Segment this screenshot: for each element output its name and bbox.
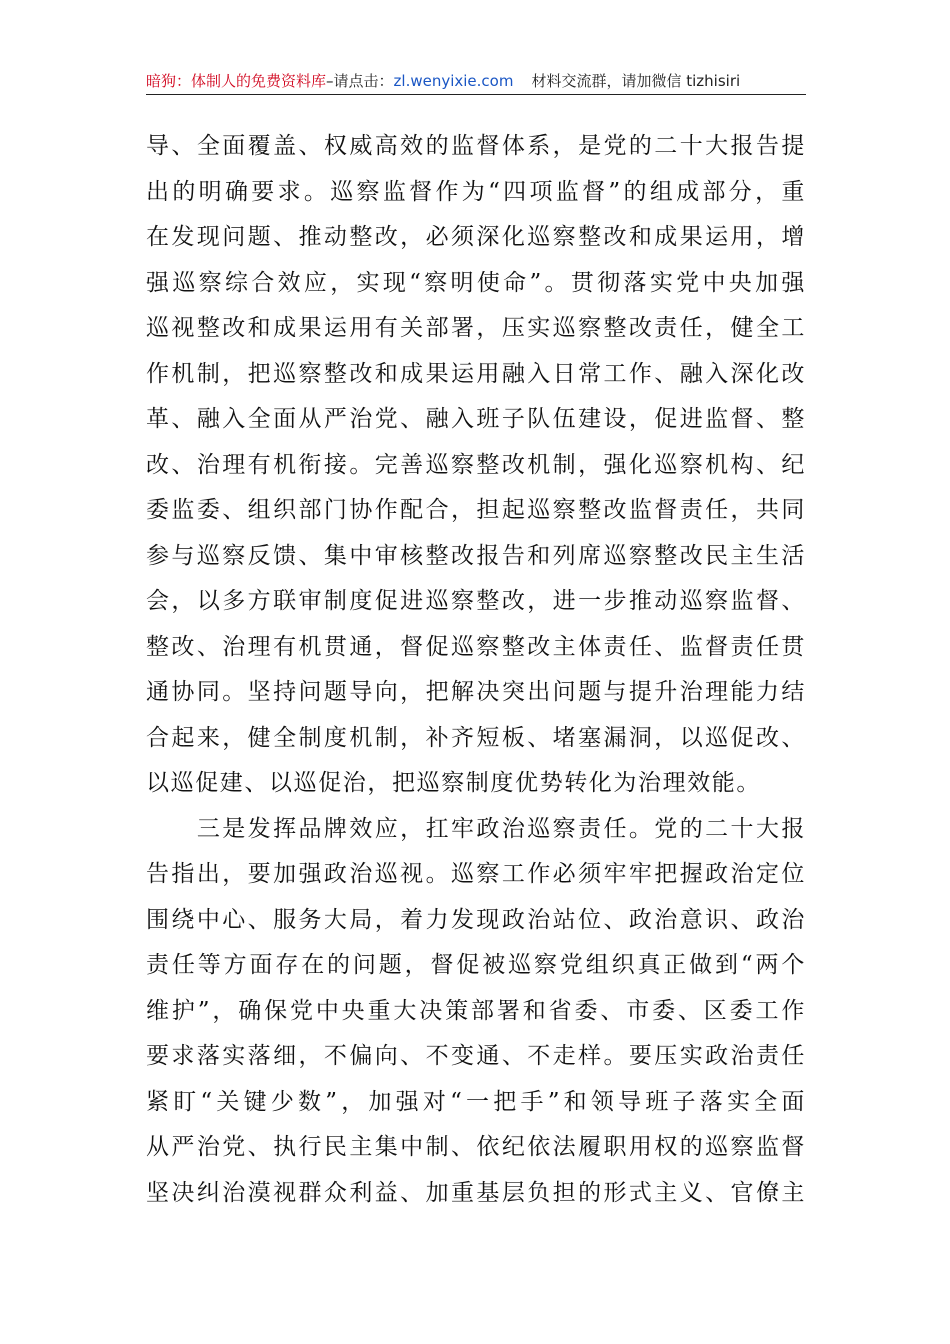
text-line: 整改、治理有机贯通，督促巡察整改主体责任、监督责任贯 — [146, 633, 806, 660]
text-line: 三是发挥品牌效应，扛牢政治巡察责任。党的二十大报 — [146, 815, 806, 842]
text-line: 从严治党、执行民主集中制、依纪依法履职用权的巡察监督 — [146, 1134, 806, 1160]
header-link[interactable]: zl.wenyixie.com — [393, 72, 514, 90]
text-line: 维护”，确保党中央重大决策部署和省委、市委、区委工作 — [146, 997, 806, 1024]
text-line: 围绕中心、服务大局，着力发现政治站位、政治意识、政治 — [146, 906, 806, 933]
page-header — [146, 70, 806, 92]
header-wechat-note: 材料交流群，请加微信 tizhisiri — [531, 72, 741, 90]
text-line: 责任等方面存在的问题，督促被巡察党组织真正做到“两个 — [146, 952, 806, 978]
header-prompt: –请点击： — [326, 72, 394, 90]
text-line: 通协同。坚持问题导向，把解决突出问题与提升治理能力结 — [146, 679, 806, 705]
text-line: 巡视整改和成果运用有关部署，压实巡察整改责任，健全工 — [146, 315, 806, 341]
text-line: 作机制，把巡察整改和成果运用融入日常工作、融入深化改 — [146, 360, 806, 387]
document-body — [146, 124, 806, 1216]
text-line: 强巡察综合效应，实现“察明使命”。贯彻落实党中央加强 — [146, 269, 806, 296]
header-site-name: 暗狗：体制人的免费资料库 — [146, 72, 327, 90]
text-line: 参与巡察反馈、集中审核整改报告和列席巡察整改民主生活 — [146, 542, 806, 569]
text-line: 在发现问题、推动整改，必须深化巡察整改和成果运用，增 — [146, 224, 806, 250]
text-line: 合起来，健全制度机制，补齐短板、堵塞漏洞，以巡促改、 — [146, 724, 806, 751]
text-line: 要求落实落细，不偏向、不变通、不走样。要压实政治责任 — [146, 1043, 806, 1069]
text-line: 以巡促建、以巡促治，把巡察制度优势转化为治理效能。 — [146, 770, 761, 796]
text-line: 改、治理有机衔接。完善巡察整改机制，强化巡察机构、纪 — [146, 451, 806, 478]
text-line: 紧盯“关键少数”，加强对“一把手”和领导班子落实全面 — [146, 1088, 806, 1115]
text-line: 告指出，要加强政治巡视。巡察工作必须牢牢把握政治定位 — [146, 861, 806, 887]
text-line: 导、全面覆盖、权威高效的监督体系，是党的二十大报告提 — [146, 133, 806, 159]
text-line: 委监委、组织部门协作配合，担起巡察整改监督责任，共同 — [146, 497, 806, 523]
text-line: 会，以多方联审制度促进巡察整改，进一步推动巡察监督、 — [146, 588, 806, 614]
text-line: 坚决纠治漠视群众利益、加重基层负担的形式主义、官僚主 — [146, 1179, 806, 1206]
header-divider — [146, 94, 806, 95]
text-line: 出的明确要求。巡察监督作为“四项监督”的组成部分，重 — [146, 178, 806, 205]
text-line: 革、融入全面从严治党、融入班子队伍建设，促进监督、整 — [146, 406, 806, 432]
